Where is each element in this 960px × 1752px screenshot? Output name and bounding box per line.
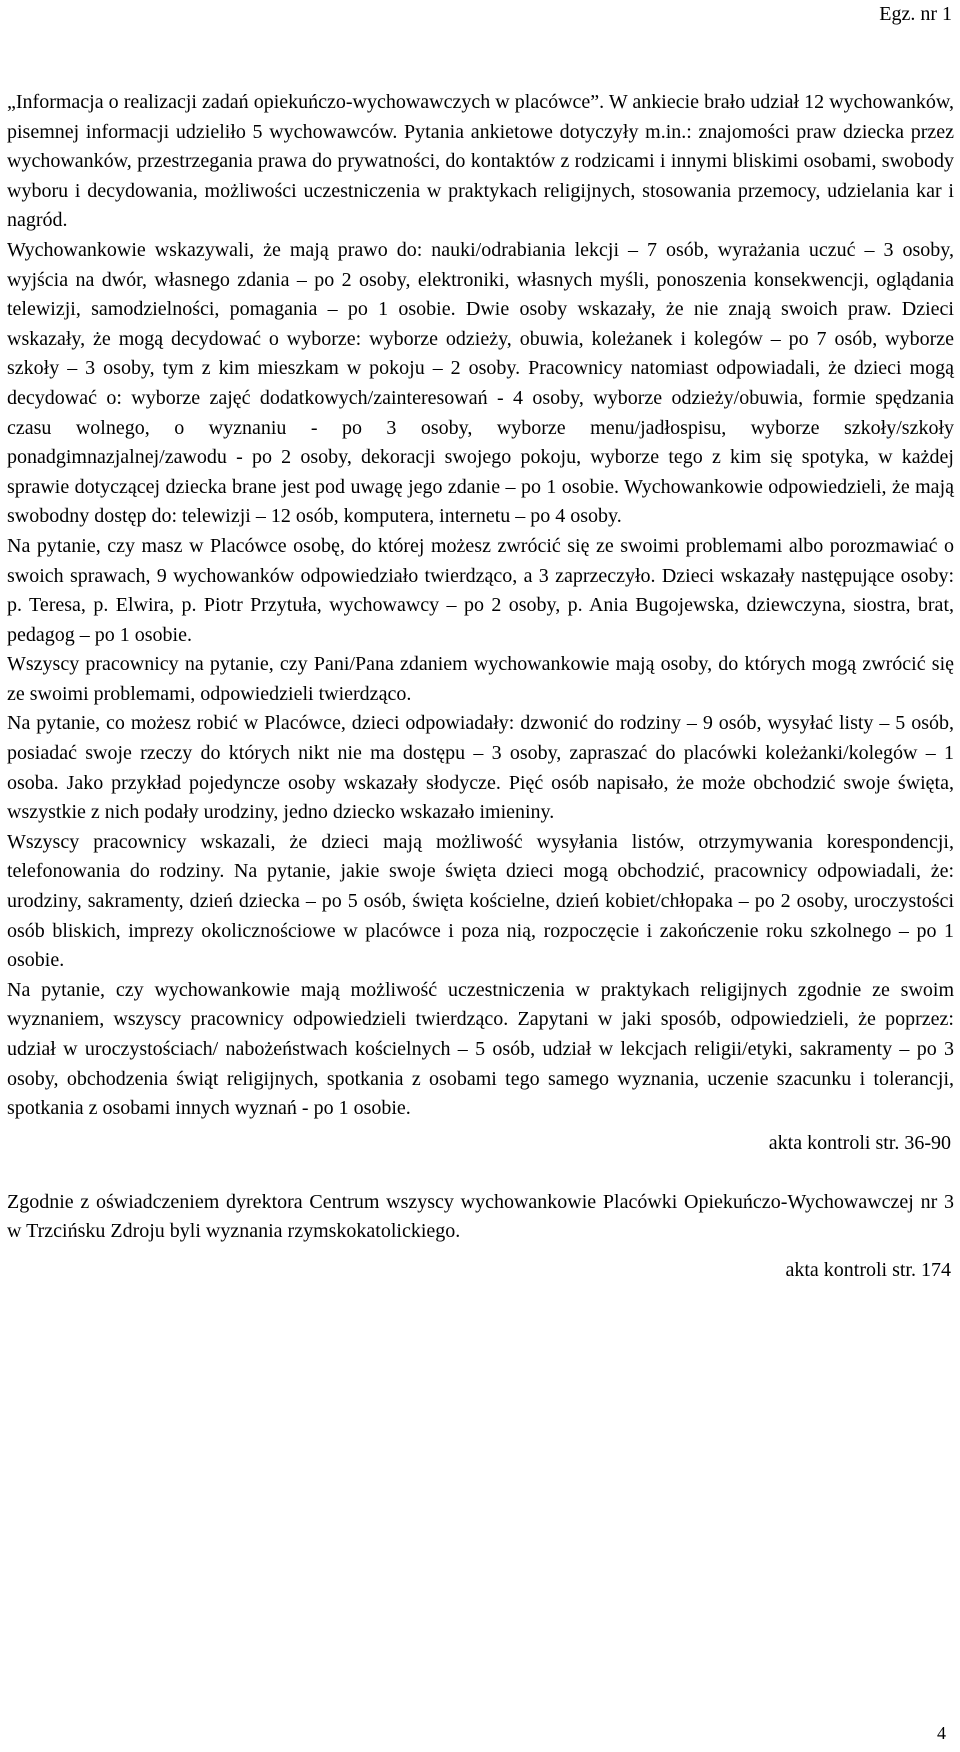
- paragraph-trusted-persons: Na pytanie, czy masz w Placówce osobę, do której możesz zwrócić się ze swoimi problemami albo porozmawiać o swoich sprawach, 9 wychowanków odpowiedziało twierdząco, a 3 zaprzeczyło. Dzieci wskazały następujące osoby: p. Teresa, p. Elwira, p. Piotr Przytuła, wychowawcy – po 2 osoby, p. Ania Bugojewska, dziewczyna, siostra, brat, pedagog – po 1 osobie.: [7, 534, 954, 646]
- paragraph-staff-trusted-persons: Wszyscy pracownicy na pytanie, czy Pani/Pana zdaniem wychowankowie mają osoby, do których mogą zwrócić się ze swoimi problemami, odpowiedzieli twierdząco.: [7, 653, 954, 705]
- paragraph-survey-intro: „Informacja o realizacji zadań opiekuńczo-wychowawczych w placówce”. W ankiecie brało udział 12 wychowanków, pisemnej informacji udzieliło 5 wychowawców. Pytania ankietowe dotyczyły m.in.: znajomości praw dziecka przez wychowanków, przestrzegania prawa do prywatności, do kontaktów z rodzicami i innymi bliskimi osobami, swobody wyboru i decydowania, możliwości uczestniczenia w praktykach religijnych, stosowania przemocy, udzielania kar i nagród.: [7, 91, 954, 232]
- page-number: 4: [937, 1723, 946, 1743]
- document-body: [7, 88, 954, 1285]
- reference-note: akta kontroli str. 174: [785, 1258, 951, 1281]
- paragraph-children-rights: Wychowankowie wskazywali, że mają prawo do: nauki/odrabiania lekcji – 7 osób, wyrażania uczuć – 3 osoby, wyjścia na dwór, własnego zdania – po 2 osoby, elektroniki, własnych myśli, ponoszenia konsekwencji, oglądania telewizji, samodzielności, pomagania – po 1 osobie. Dwie osoby wskazały, że nie znają swoich praw. Dzieci wskazały, że mogą decydować o wyborze: wyborze odzieży, obuwia, koleżanek i kolegów – po 7 osób, wyborze szkoły – 3 osoby, tym z kim mieszkam w pokoju – 2 osoby. Pracownicy natomiast odpowiadali, że dzieci mogą decydować o: wyborze zajęć dodatkowych/zainteresowań - 4 osoby, wyborze odzieży/obuwia, formie spędzania czasu wolnego, o wyznaniu - po 3 osoby, wyborze menu/jadłospisu, wyborze szkoły/szkoły ponadgimnazjalnej/zawodu - po 2 osoby, dekoracji swojego pokoju, wyborze tego z kim się spotyka, w każdej sprawie dotyczącej dziecka brane jest pod uwagę jego zdanie – po 1 osobie. Wychowankowie odpowiedzieli, że mają swobodny dostęp do: telewizji – 12 osób, komputera, internetu – po 4 osoby.: [7, 238, 954, 528]
- copy-number-label: Egz. nr 1: [879, 3, 952, 25]
- paragraph-allowed-activities: Na pytanie, co możesz robić w Placówce, dzieci odpowiadały: dzwonić do rodziny – 9 osób, wysyłać listy – 5 osób, posiadać swoje rzeczy do których nikt nie ma dostępu – 3 osoby, zapraszać do placówki koleżanki/kolegów – 1 osoba. Jako przykład pojedyncze osoby wskazały słodycze. Pięć osób napisało, że może obchodzić swoje święta, wszystkie z nich podały urodziny, jedno dziecko wskazało imieniny.: [7, 712, 954, 824]
- paragraph-religious-practices: Na pytanie, czy wychowankowie mają możliwość uczestniczenia w praktykach religijnych zgodnie ze swoim wyznaniem, wszyscy pracownicy odpowiedzieli twierdząco. Zapytani w jaki sposób, odpowiedzieli, że poprzez: udział w uroczystościach/ nabożeństwach kościelnych – 5 osób, udział w lekcjach religii/etyki, sakramenty – po 3 osoby, obchodzenia świąt religijnych, spotkania z osobami tego samego wyznania, uczenie szacunku i tolerancji, spotkania z osobami innych wyznań - po 1 osobie.: [7, 978, 954, 1120]
- paragraph-director-statement: Zgodnie z oświadczeniem dyrektora Centrum wszyscy wychowankowie Placówki Opiekuńczo-Wychowawczej nr 3 w Trzcińsku Zdroju byli wyznania rzymskokatolickiego.: [7, 1190, 954, 1243]
- paragraph-correspondence-holidays: Wszyscy pracownicy wskazali, że dzieci mają możliwość wysyłania listów, otrzymywania korespondencji, telefonowania do rodziny. Na pytanie, jakie swoje święta dzieci mogą obchodzić, pracownicy odpowiadali, że: urodziny, sakramenty, dzień dziecka – po 5 osób, święta kościelne, dzień kobiet/chłopaka – po 2 osoby, uroczystości osób bliskich, imprezy okolicznościowe w placówce i poza nią, rozpoczęcie i zakończenie roku szkolnego – po 1 osobie.: [7, 830, 954, 972]
- reference-note: akta kontroli str. 36-90: [768, 1131, 951, 1154]
